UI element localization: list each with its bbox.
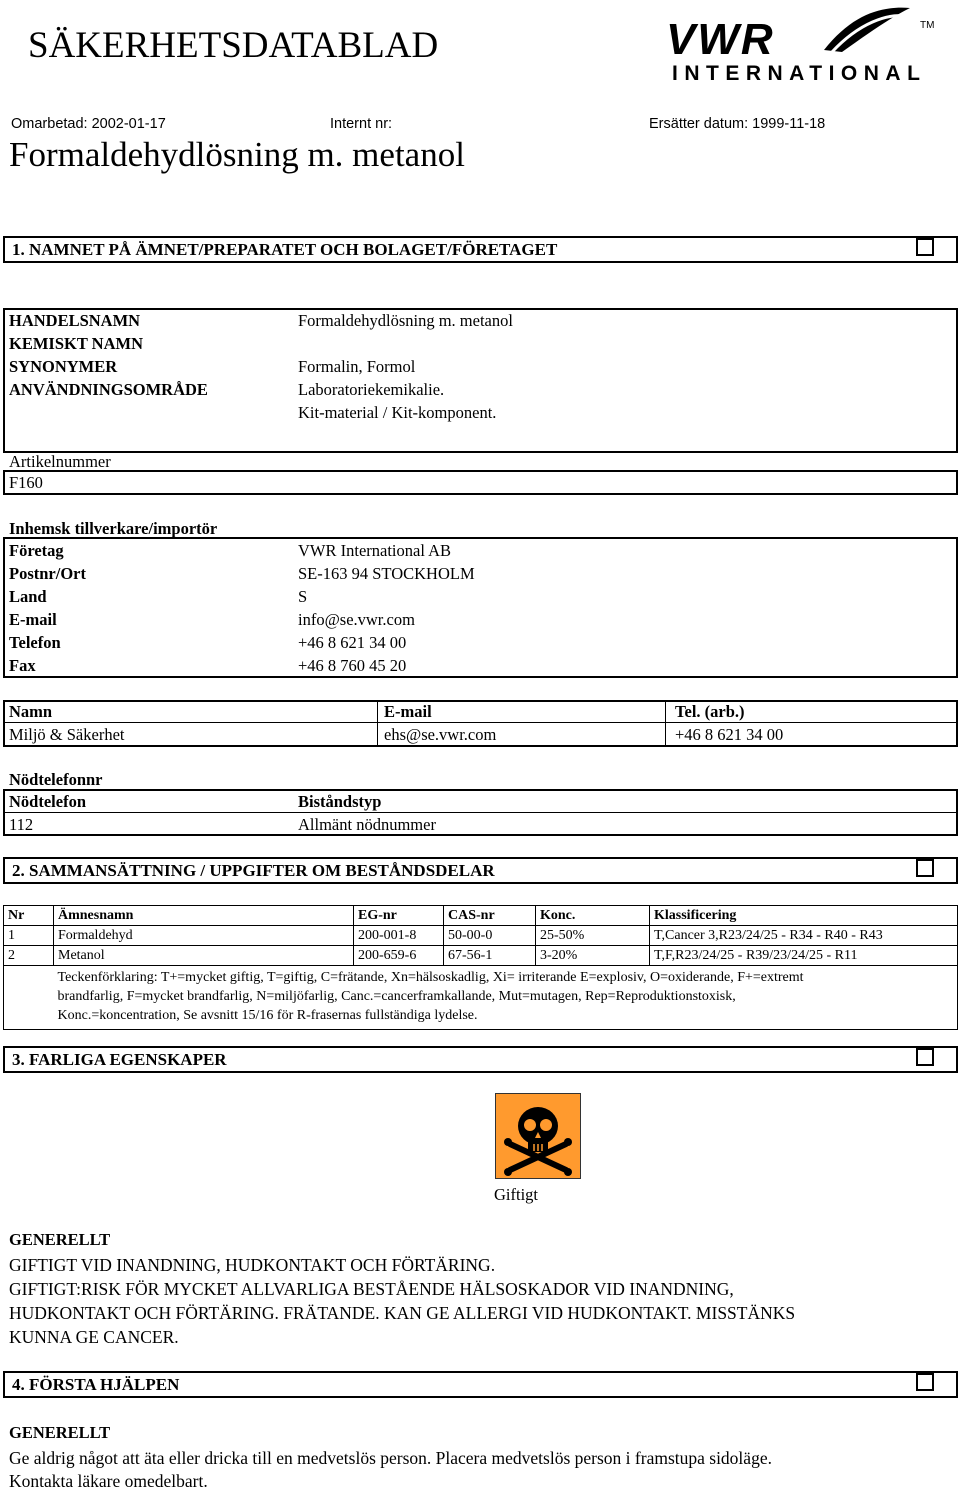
col-header-substance: Ämnesnamn: [54, 906, 354, 926]
company-label-email: E-mail: [9, 610, 57, 629]
emergency-header-phone: Nödtelefon: [9, 792, 86, 811]
cell-eg: 200-659-6: [354, 946, 444, 966]
vwr-logo-graphic: [664, 2, 944, 84]
company-box: [3, 537, 958, 678]
legend-line-2: brandfarlig, F=mycket brandfarlig, N=miljöfarlig, Canc.=cancerframkallande, Mut=mutagen, Rep=Reproduktionstoxisk,: [57, 989, 736, 1004]
vwr-logo: [664, 2, 944, 84]
company-labels: [9, 539, 86, 677]
section-4-text: [9, 1447, 772, 1493]
hazard-line-4: KUNNA GE CANCER.: [9, 1327, 179, 1347]
legend-cell: [54, 966, 958, 1030]
product-title: Formaldehydlösning m. metanol: [9, 135, 465, 174]
col-header-cas: CAS-nr: [444, 906, 536, 926]
section-3-general-heading: GENERELLT: [9, 1230, 111, 1249]
field-label-synonyms: SYNONYMER: [9, 357, 118, 376]
legend-line-3: Konc.=koncentration, Se avsnitt 15/16 för R-frasernas fullständiga lydelse.: [57, 1008, 478, 1023]
company-label-country: Land: [9, 587, 47, 606]
company-values: [298, 539, 475, 677]
section-3-title: 3. FARLIGA EGENSKAPER: [12, 1049, 227, 1069]
company-value-company: VWR International AB: [298, 541, 452, 560]
company-label-phone: Telefon: [9, 633, 61, 652]
replaces-date: Ersätter datum: 1999-11-18: [649, 116, 826, 132]
logo-tm: TM: [920, 20, 935, 31]
composition-table: [3, 905, 958, 1030]
section-4-title: 4. FÖRSTA HJÄLPEN: [12, 1374, 180, 1394]
cell-class: T,F,R23/24/25 - R39/23/24/25 - R11: [650, 946, 958, 966]
field-value-chemical-name: [298, 332, 513, 355]
cell-substance: Metanol: [54, 946, 354, 966]
section-4-checkbox[interactable]: [916, 1373, 934, 1391]
cell-nr: 2: [4, 946, 54, 966]
section-3-text: [9, 1253, 795, 1349]
first-aid-line-1: Ge aldrig något att äta eller dricka till en medvetslös person. Placera medvetslös person i framstupa sidoläge.: [9, 1448, 772, 1468]
section-1-header: [3, 236, 958, 263]
emergency-number: 112: [9, 815, 34, 834]
field-label-trade-name: HANDELSNAMN: [9, 311, 141, 330]
cell-class: T,Cancer 3,R23/24/25 - R34 - R40 - R43: [650, 926, 958, 946]
cell-cas: 50-00-0: [444, 926, 536, 946]
emergency-heading: Nödtelefonnr: [9, 770, 103, 789]
emergency-divider: [3, 812, 958, 813]
contact-header-name: Namn: [9, 702, 53, 721]
hazard-pictogram: [495, 1093, 581, 1179]
contact-email: ehs@se.vwr.com: [384, 725, 497, 744]
field-label-usage: ANVÄNDNINGSOMRÅDE: [9, 380, 208, 399]
company-label-postal: Postnr/Ort: [9, 564, 86, 583]
contact-name: Miljö & Säkerhet: [9, 725, 125, 744]
legend-row: [4, 966, 958, 1030]
contact-header-email: E-mail: [384, 702, 432, 721]
hazard-line-1: GIFTIGT VID INANDNING, HUDKONTAKT OCH FÖRTÄRING.: [9, 1255, 496, 1275]
field-label-chemical-name: KEMISKT NAMN: [9, 334, 143, 353]
contact-col-divider-2: [665, 700, 666, 747]
company-value-postal: SE-163 94 STOCKHOLM: [298, 564, 475, 583]
section-3-checkbox[interactable]: [916, 1048, 934, 1066]
hazard-line-3: HUDKONTAKT OCH FÖRTÄRING. FRÄTANDE. KAN GE ALLERGI VID HUDKONTAKT. MISSTÄNKS: [9, 1303, 796, 1323]
cell-conc: 3-20%: [536, 946, 650, 966]
section-2-checkbox[interactable]: [916, 859, 934, 877]
section-2-header: [3, 857, 958, 884]
skull-crossbones-icon: [496, 1094, 580, 1178]
field-value-synonyms: Formalin, Formol: [298, 357, 416, 376]
article-box: [3, 470, 958, 495]
hazard-line-2: GIFTIGT:RISK FÖR MYCKET ALLVARLIGA BESTÅENDE HÄLSOSKADOR VID INANDNING,: [9, 1279, 734, 1299]
section-2-title: 2. SAMMANSÄTTNING / UPPGIFTER OM BESTÅNDSDELAR: [12, 860, 495, 880]
field-value-trade-name: Formaldehydlösning m. metanol: [298, 311, 513, 330]
company-value-fax: +46 8 760 45 20: [298, 656, 407, 675]
col-header-eg: EG-nr: [354, 906, 444, 926]
logo-wordmark: VWR: [666, 15, 775, 64]
table-row: [4, 926, 958, 946]
company-label-fax: Fax: [9, 656, 36, 675]
article-value: F160: [9, 473, 43, 492]
identification-labels: [9, 309, 208, 401]
contact-header-phone: Tel. (arb.): [675, 702, 745, 721]
field-value-usage: Laboratoriekemikalie.: [298, 380, 445, 399]
field-value-usage-2: Kit-material / Kit-komponent.: [298, 403, 497, 422]
table-row: [4, 946, 958, 966]
section-1-checkbox[interactable]: [916, 238, 934, 256]
pictogram-label: Giftigt: [494, 1185, 538, 1204]
company-value-email: info@se.vwr.com: [298, 610, 415, 629]
logo-subtitle: INTERNATIONAL: [672, 62, 927, 84]
first-aid-line-2: Kontakta läkare omedelbart.: [9, 1471, 208, 1491]
section-4-header: [3, 1371, 958, 1398]
cell-nr: 1: [4, 926, 54, 946]
section-4-general-heading: GENERELLT: [9, 1423, 111, 1442]
cell-conc: 25-50%: [536, 926, 650, 946]
col-header-class: Klassificering: [650, 906, 958, 926]
section-1-title: 1. NAMNET PÅ ÄMNET/PREPARATET OCH BOLAGET/FÖRETAGET: [12, 239, 558, 259]
internal-number: Internt nr:: [330, 116, 393, 132]
col-header-conc: Konc.: [536, 906, 650, 926]
emergency-type: Allmänt nödnummer: [298, 815, 436, 834]
cell-cas: 67-56-1: [444, 946, 536, 966]
article-label: Artikelnummer: [9, 452, 111, 471]
company-value-phone: +46 8 621 34 00: [298, 633, 407, 652]
contact-col-divider-1: [377, 700, 378, 747]
col-header-nr: Nr: [4, 906, 54, 926]
legend-line-1: Teckenförklaring: T+=mycket giftig, T=giftig, C=frätande, Xn=hälsoskadlig, Xi= irriterande E=explosiv, O=oxiderande, F+=extremt: [57, 970, 804, 985]
company-value-country: S: [298, 587, 308, 606]
contact-phone: +46 8 621 34 00: [675, 725, 784, 744]
document-title: SÄKERHETSDATABLAD: [28, 25, 439, 66]
cell-substance: Formaldehyd: [54, 926, 354, 946]
emergency-header-type: Biståndstyp: [298, 792, 382, 811]
cell-eg: 200-001-8: [354, 926, 444, 946]
manufacturer-heading: Inhemsk tillverkare/importör: [9, 519, 218, 538]
composition-header-row: [4, 906, 958, 926]
section-3-header: [3, 1046, 958, 1073]
company-label-company: Företag: [9, 541, 64, 560]
revised-date: Omarbetad: 2002-01-17: [11, 116, 166, 132]
identification-values: [298, 309, 513, 424]
